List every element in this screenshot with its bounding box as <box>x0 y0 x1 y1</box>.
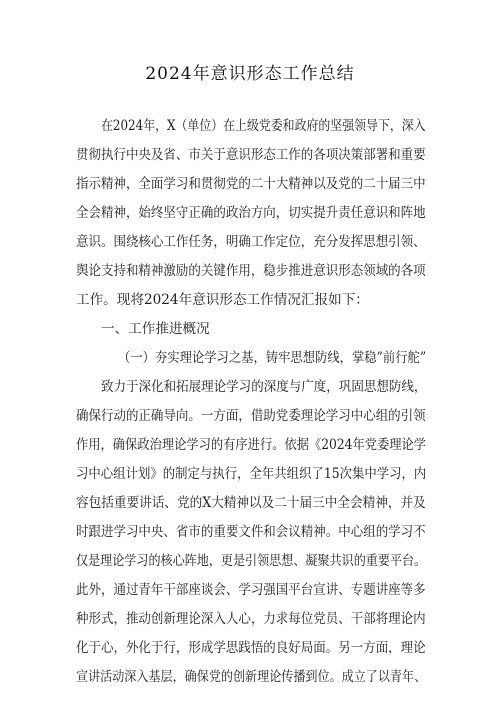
subsection-heading: （一）夯实理论学习之基，铸牢思想防线，掌稳”前行舵” <box>118 350 427 366</box>
paragraph-line: 容包括重要讲话、党的X大精神以及二十届三中全会精神，并及 <box>76 495 426 511</box>
paragraph-line: 习中心组计划》的制定与执行，全年共组织了15次集中学习，内 <box>76 466 427 482</box>
paragraph-line: 贯彻执行中央及省、市关于意识形态工作的各项决策部署和重要 <box>76 147 426 163</box>
paragraph-line: 工作。现将2024年意识形态工作情况汇报如下： <box>76 292 369 308</box>
paragraph-line: 作用，确保政治理论学习的有序进行。依据《2024年党委理论学 <box>76 437 427 453</box>
paragraph-line: 确保行动的正确导向。一方面，借助党委理论学习中心组的引领 <box>76 408 426 424</box>
paragraph-line: 致力于深化和拓展理论学习的深度与广度，巩固思想防线， <box>101 379 427 395</box>
paragraph-line: 舆论支持和精神激励的关键作用，稳步推进意识形态领域的各项 <box>76 263 426 279</box>
paragraph-line: 仅是理论学习的核心阵地，更是引领思想、凝聚共识的重要平台。 <box>76 553 427 569</box>
paragraph-line: 全会精神，始终坚守正确的政治方向，切实提升责任意识和阵地 <box>76 205 426 221</box>
paragraph-line: 种形式，推动创新理论深入人心，力求每位党员、干部将理论内 <box>76 611 426 627</box>
document-title: 2024年意识形态工作总结 <box>145 64 355 84</box>
section-heading: 一、工作推进概况 <box>101 321 210 337</box>
paragraph-line: 宣讲活动深入基层，确保党的创新理论传播到位。成立了以青年、 <box>76 669 427 685</box>
paragraph-line: 在2024年，X（单位）在上级党委和政府的坚强领导下，深入 <box>101 118 426 134</box>
paragraph-line: 此外，通过青年干部座谈会、学习强国平台宣讲、专题讲座等多 <box>76 582 426 598</box>
paragraph-line: 意识。围绕核心工作任务，明确工作定位，充分发挥思想引领、 <box>76 234 426 250</box>
paragraph-line: 时跟进学习中央、省市的重要文件和会议精神。中心组的学习不 <box>76 524 426 540</box>
paragraph-line: 指示精神，全面学习和贯彻党的二十大精神以及党的二十届三中 <box>76 176 426 192</box>
paragraph-line: 化于心，外化于行，形成学思践悟的良好局面。另一方面，理论 <box>76 640 426 656</box>
